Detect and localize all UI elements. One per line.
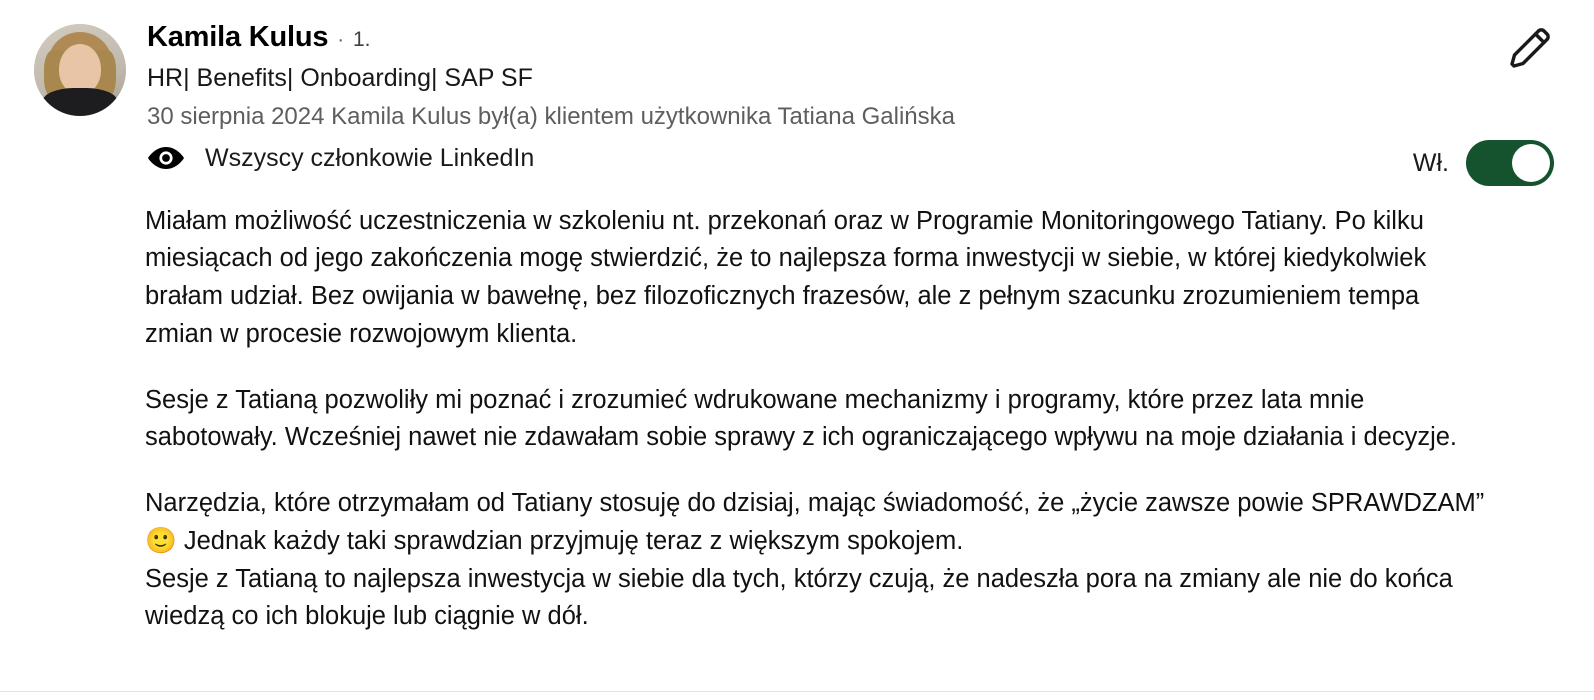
divider	[0, 691, 1594, 692]
eye-icon	[147, 144, 187, 172]
avatar[interactable]	[34, 24, 126, 116]
author-info	[147, 22, 1554, 173]
author-name-line	[147, 22, 1554, 54]
recommendation-paragraph: Narzędzia, które otrzymałam od Tatiany stosuję do dzisiaj, mając świadomość, że „życie zawsze powie SPRAWDZAM” 🙂 Jednak każdy taki sprawdzian przyjmuję teraz z większym spokojem.	[145, 489, 1485, 555]
degree-separator: ·	[337, 29, 344, 51]
avatar-face	[59, 44, 101, 94]
visibility-label: Wszyscy członkowie LinkedIn	[205, 143, 535, 172]
author-headline: HR| Benefits| Onboarding| SAP SF	[147, 63, 533, 92]
visibility-row	[147, 144, 1554, 173]
recommendation-header	[34, 22, 1554, 173]
recommendation-paragraph: Sesje z Tatianą pozwoliły mi poznać i zrozumieć wdrukowane mechanizmy i programy, które przez lata mnie sabotowały. Wcześniej nawet nie zdawałam sobie sprawy z ich ograniczającego wpływu na moje działania i decyzje.	[145, 385, 1458, 452]
connection-degree: 1.	[353, 28, 371, 51]
avatar-body	[42, 88, 118, 116]
recommendation-paragraph: Miałam możliwość uczestniczenia w szkoleniu nt. przekonań oraz w Programie Monitoringowego Tatiany. Po kilku miesiącach od jego zakończenia mogę stwierdzić, że to najlepsza forma inwestycji w siebie, w której kiedykolwiek brałam udział. Bez owijania w bawełnę, bez filozoficznych frazesów, ale z pełnym szacunku zrozumieniem tempa zmian w procesie rozwojowym klienta.	[145, 206, 1427, 348]
recommendation-body	[145, 203, 1490, 636]
toggle-state-label: Wł.	[1412, 148, 1449, 177]
toggle-knob	[1512, 144, 1550, 182]
visibility-toggle[interactable]	[1466, 140, 1554, 186]
recommendation-paragraph: Sesje z Tatianą to najlepsza inwestycja w siebie dla tych, którzy czują, że nadeszła pora na zmiany ale nie do końca wiedzą co ich blokuje lub ciągnie w dół.	[145, 564, 1453, 631]
recommendation-meta: 30 sierpnia 2024 Kamila Kulus był(a) klientem użytkownika Tatiana Galińska	[147, 102, 955, 130]
visibility-toggle-group[interactable]	[1413, 140, 1554, 186]
pencil-icon[interactable]	[1504, 20, 1558, 74]
author-name[interactable]: Kamila Kulus	[147, 21, 329, 53]
